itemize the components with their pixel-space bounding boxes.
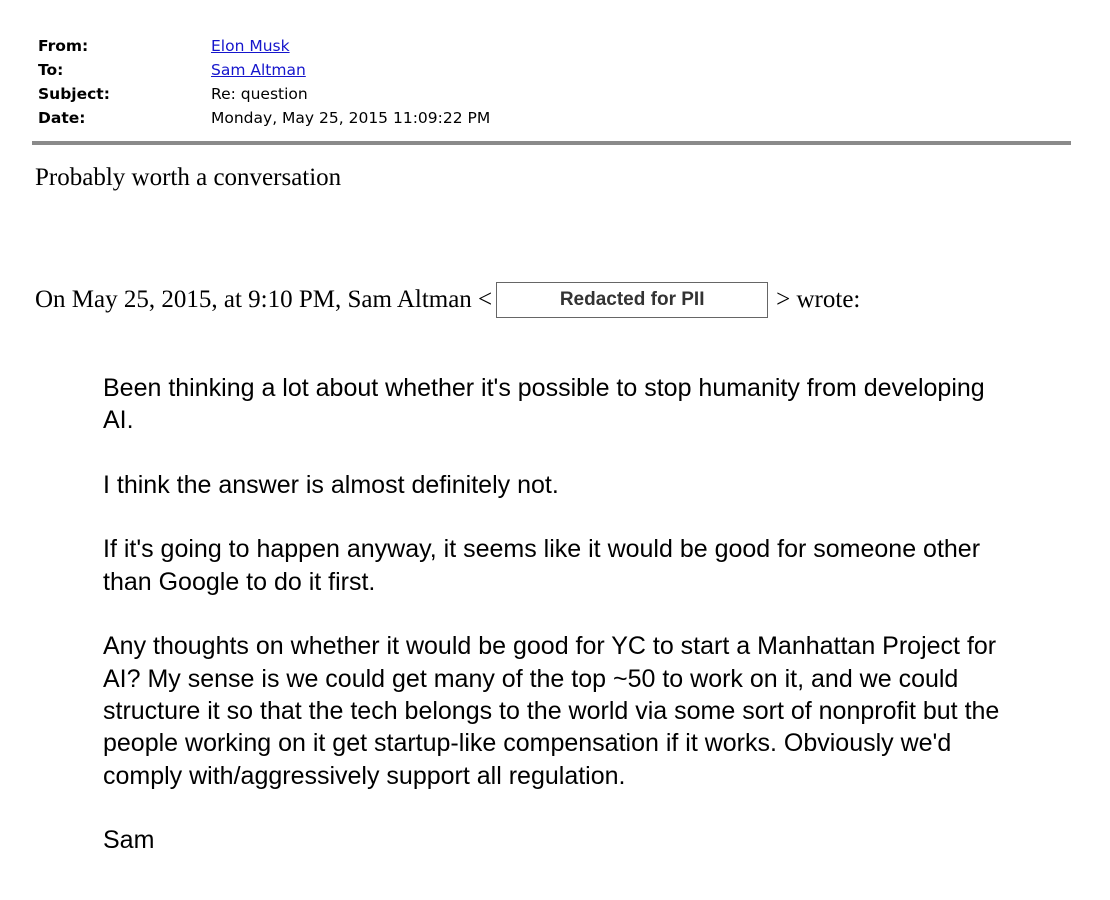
email-header [38, 34, 490, 130]
subject-row [38, 82, 490, 106]
attribution-suffix: > wrote: [776, 286, 861, 313]
from-link[interactable]: Elon Musk [211, 37, 290, 55]
quoted-paragraph: If it's going to happen anyway, it seems like it would be good for someone other than Google to do it first. [103, 535, 981, 596]
date-row [38, 106, 490, 130]
date-label: Date: [38, 109, 86, 127]
date-value: Monday, May 25, 2015 11:09:22 PM [211, 109, 491, 127]
redaction-box: Redacted for PII [496, 282, 768, 318]
header-divider [32, 141, 1071, 145]
from-row [38, 34, 490, 58]
quoted-message [103, 372, 1008, 889]
quote-attribution [35, 282, 860, 318]
to-label: To: [38, 61, 64, 79]
quoted-paragraph: I think the answer is almost definitely not. [103, 470, 559, 499]
quoted-paragraph: Been thinking a lot about whether it's possible to stop humanity from developing AI. [103, 374, 985, 435]
subject-label: Subject: [38, 85, 110, 103]
quoted-paragraph: Any thoughts on whether it would be good for YC to start a Manhattan Project for AI? My sense is we could get many of the top ~50 to work on it, and we could structure it so that the tech belongs to the world via some sort of nonprofit but the people working on it get startup-like compensation if it works. Obviously we'd comply with/aggressively support all regulation. [103, 632, 1000, 790]
from-label: From: [38, 37, 89, 55]
reply-text: Probably worth a conversation [35, 164, 342, 191]
subject-value: Re: question [211, 85, 308, 103]
to-link[interactable]: Sam Altman [211, 61, 306, 79]
quoted-signature: Sam [103, 826, 155, 855]
to-row [38, 58, 490, 82]
attribution-prefix: On May 25, 2015, at 9:10 PM, Sam Altman < [35, 286, 493, 313]
